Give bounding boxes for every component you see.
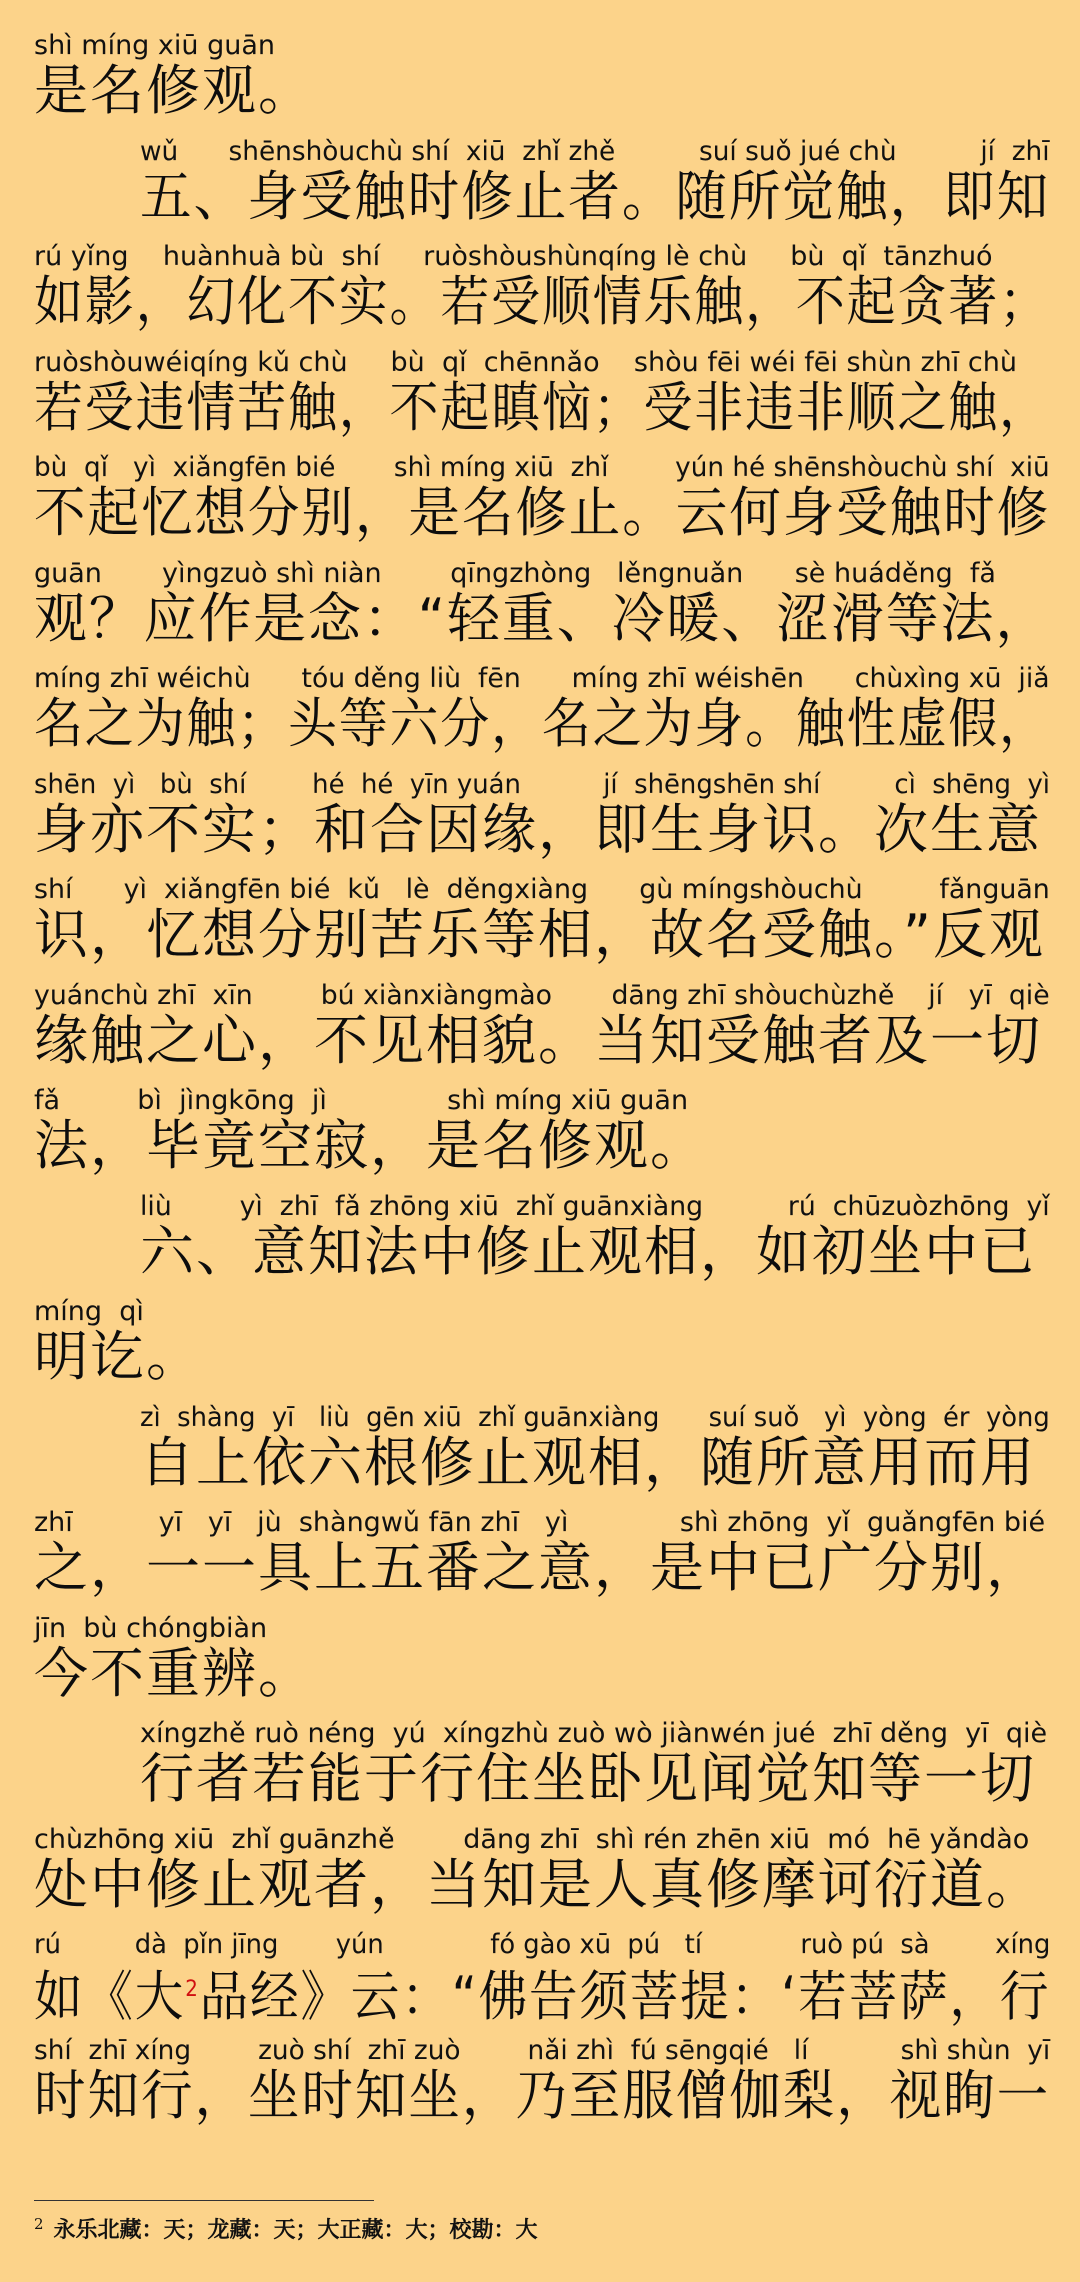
pinyin-annotation: wǔ shēnshòuchù shí xiū zhǐ zhě suí suǒ jué chù jí zhī xyxy=(140,135,1050,167)
footnote-reference[interactable]: 2 xyxy=(185,1977,200,2002)
pinyin-annotation: ruòshòuwéiqíng kǔ chù bù qǐ chēnnǎo shòu fēi wéi fēi shùn zhī chù xyxy=(34,346,1017,378)
chinese-text: 自上依六根修止观相，随所意用而用 xyxy=(140,1430,1036,1494)
chinese-text: 若受违情苦触，不起瞋恼；受非违非顺之触， xyxy=(34,375,1050,439)
text-line xyxy=(34,1507,1050,1613)
text-line xyxy=(34,1824,1050,1930)
pinyin-annotation: zhī yī yī jù shàngwǔ fān zhī yì shì zhōng yǐ guǎngfēn bié xyxy=(34,1507,1046,1538)
chinese-text: 处中修止观者，当知是人真修摩诃衍道。 xyxy=(34,1852,1042,1916)
chinese-text: 是名修观。 xyxy=(34,59,314,122)
pinyin-annotation: zì shàng yī liù gēn xiū zhǐ guānxiàng suí suǒ yì yòng ér yòng xyxy=(140,1401,1050,1433)
text-line xyxy=(34,769,1050,875)
pinyin-annotation: xíngzhě ruò néng yú xíngzhù zuò wò jiànwén jué zhī děng yī qiè xyxy=(140,1718,1048,1749)
chinese-text: 行者若能于行住坐卧见闻觉知等一切 xyxy=(140,1747,1036,1810)
text-line xyxy=(34,874,1050,980)
chinese-text: 识，忆想分别苦乐等相，故名受触。”反观 xyxy=(34,903,1045,966)
footnote-marker: 2 xyxy=(34,2214,44,2233)
pinyin-annotation: fǎ bì jìngkōng jì shì míng xiū guān xyxy=(34,1085,689,1116)
chinese-text: 如影，幻化不实。若受顺情乐触，不起贪著； xyxy=(34,270,1050,333)
chinese-text: 六、意知法中修止观相，如初坐中已 xyxy=(140,1219,1036,1283)
chinese-text: 不起忆想分别，是名修止。云何身受触时修 xyxy=(34,481,1051,544)
pinyin-annotation: shí yì xiǎngfēn bié kǔ lè děngxiàng gù míngshòuchù fǎnguān xyxy=(34,874,1050,905)
text-line xyxy=(34,1613,1050,1719)
text-line xyxy=(140,1402,1050,1508)
text-line xyxy=(34,241,1050,347)
chinese-text: 明讫。 xyxy=(34,1325,202,1388)
chinese-text: 缘触之心，不见相貌。当知受触者及一切 xyxy=(34,1008,1042,1072)
chinese-text: 今不重辨。 xyxy=(34,1641,314,1705)
pinyin-annotation: yuánchù zhī xīn bú xiànxiàngmào dāng zhī shòuchùzhě jí yī qiè xyxy=(34,979,1050,1011)
text-line xyxy=(34,1929,1050,2035)
pinyin-annotation: shì míng xiū guān xyxy=(34,30,275,61)
text-line xyxy=(34,452,1050,558)
pinyin-annotation: rú yǐng huànhuà bù shí ruòshòushùnqíng lè chù bù qǐ tānzhuó xyxy=(34,241,993,272)
chinese-text: 身亦不实；和合因缘，即生身识。次生意 xyxy=(34,797,1042,861)
chinese-text: 观？应作是念：“轻重、冷暖、涩滑等法， xyxy=(34,586,1051,650)
pinyin-annotation: rú dà pǐn jīng yún fó gào xū pú tí ruò pú sà xíng xyxy=(34,1929,1051,1960)
text-line xyxy=(140,136,1050,242)
pinyin-annotation: míng zhī wéichù tóu děng liù fēn míng zhī wéishēn chùxìng xū jiǎ xyxy=(34,663,1050,694)
chinese-text: 名之为触；头等六分，名之为身。触性虚假， xyxy=(34,692,1050,755)
pinyin-annotation: chùzhōng xiū zhǐ guānzhě dāng zhī shì rén zhēn xiū mó hē yǎndào xyxy=(34,1823,1030,1855)
text-line xyxy=(140,1718,1050,1824)
footnote-divider xyxy=(34,2200,374,2201)
pinyin-annotation: shí zhī xíng zuò shí zhī zuò nǎi zhì fú sēngqié lí shì shùn yī xyxy=(34,2034,1051,2066)
text-line xyxy=(34,1296,1050,1402)
pinyin-annotation: míng qì xyxy=(34,1296,144,1327)
text-line xyxy=(34,558,1050,664)
text-line xyxy=(34,1085,1050,1191)
chinese-text: 法，毕竟空寂，是名修观。 xyxy=(34,1114,706,1177)
chinese-text: 五、身受触时修止者。随所觉触，即知 xyxy=(140,164,1051,228)
footnote xyxy=(34,2213,538,2244)
pinyin-annotation: bù qǐ yì xiǎngfēn bié shì míng xiū zhǐ yún hé shēnshòuchù shí xiū xyxy=(34,452,1050,483)
chinese-text: 之，一一具上五番之意，是中已广分别， xyxy=(34,1536,1042,1599)
footnote-text: 永乐北藏：天；龙藏：天；大正藏：大；校勘：大 xyxy=(53,2217,538,2243)
text-line xyxy=(34,347,1050,453)
text-line xyxy=(34,2035,1050,2141)
pinyin-annotation: shēn yì bù shí hé hé yīn yuán jí shēngshēn shí cì shēng yì xyxy=(34,768,1050,800)
text-line xyxy=(140,1191,1050,1297)
text-line xyxy=(34,663,1050,769)
pinyin-annotation: guān yìngzuò shì niàn qīngzhòng lěngnuǎn sè huáděng fǎ xyxy=(34,557,996,589)
chinese-text: 时知行，坐时知坐，乃至服僧伽梨，视眴一 xyxy=(34,2063,1051,2127)
pinyin-annotation: jīn bù chóngbiàn xyxy=(34,1612,268,1644)
text-line xyxy=(34,30,1050,136)
chinese-text: 如《大$^2$品经》云：“佛告须菩提：‘若菩萨，行 xyxy=(34,1965,1051,2028)
text-line xyxy=(34,980,1050,1086)
pinyin-annotation: liù yì zhī fǎ zhōng xiū zhǐ guānxiàng rú chūzuòzhōng yǐ xyxy=(140,1190,1050,1222)
